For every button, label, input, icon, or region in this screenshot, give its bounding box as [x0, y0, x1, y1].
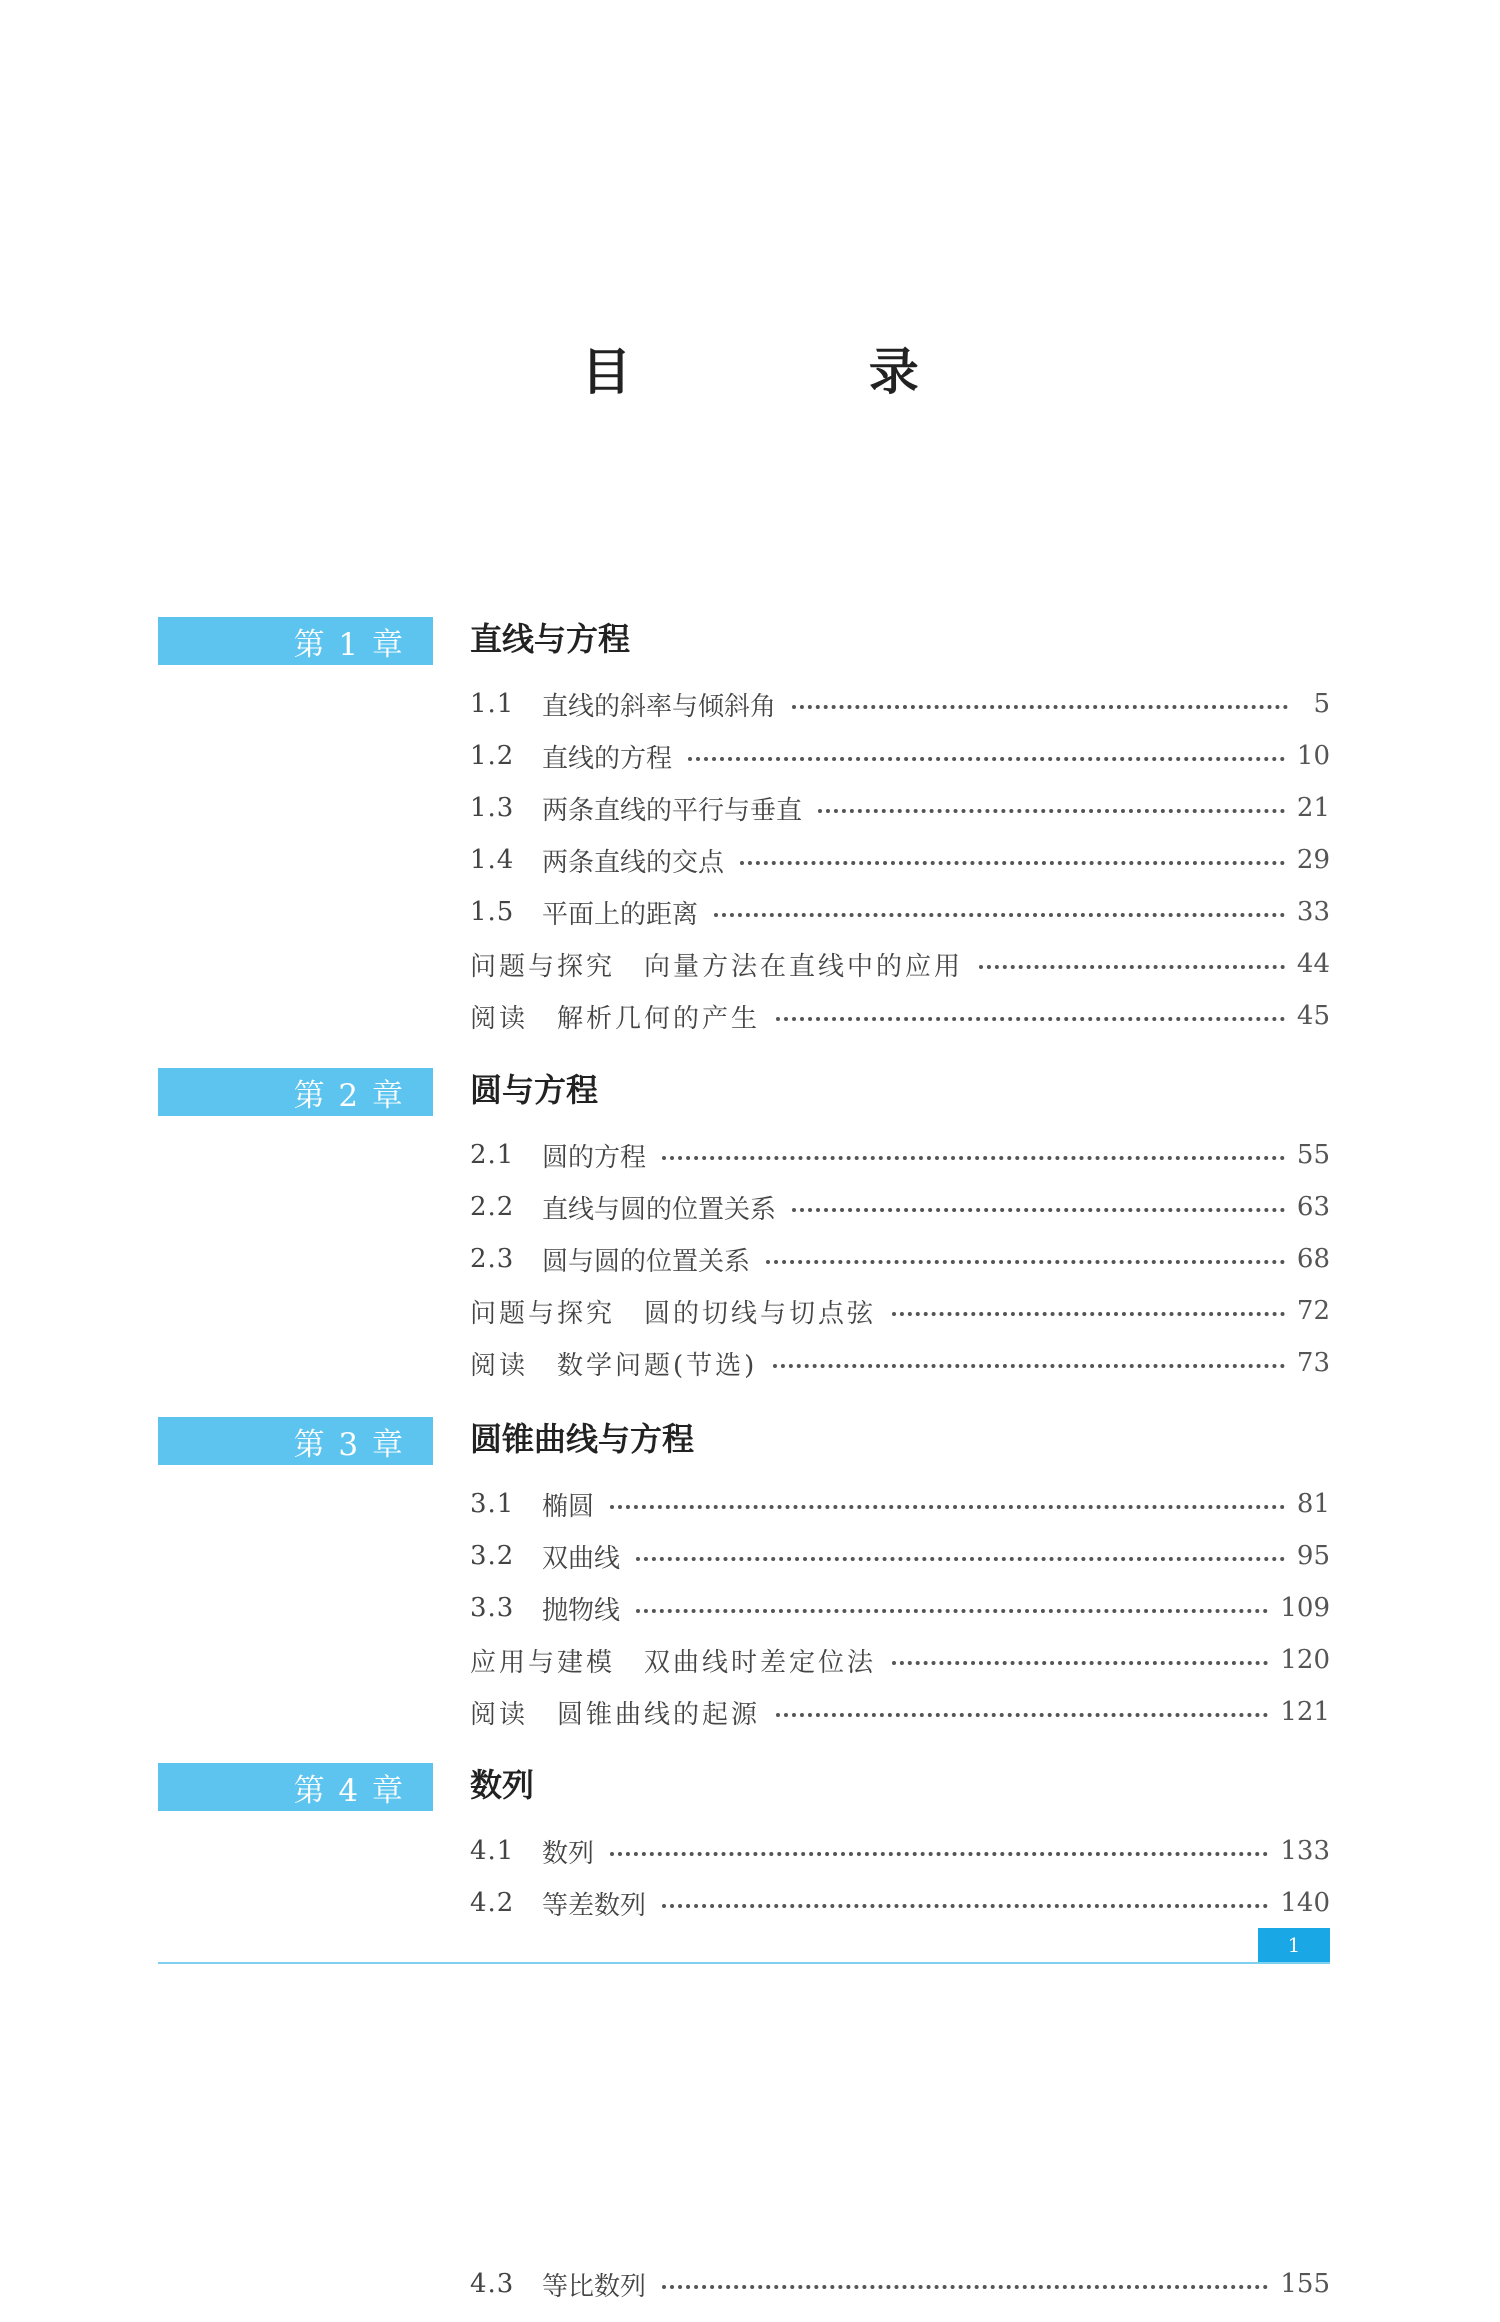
section-title: 问题与探究 圆的切线与切点弦 — [470, 1298, 877, 1329]
section-title: 双曲线 — [542, 1543, 621, 1574]
toc-entry[interactable] — [470, 736, 1330, 776]
section-title: 阅读 解析几何的产生 — [470, 1003, 761, 1034]
dot-leader — [662, 2285, 1268, 2289]
page-number: 72 — [1296, 1296, 1330, 1326]
toc-entry[interactable] — [470, 1291, 1330, 1331]
page-number: 44 — [1296, 949, 1330, 979]
toc-entry[interactable] — [470, 684, 1330, 724]
chapter-2-badge: 第 2 章 — [158, 1068, 433, 1116]
section-number: 1.1 — [470, 689, 515, 719]
section-title: 直线与圆的位置关系 — [542, 1194, 777, 1225]
section-title: 椭圆 — [542, 1491, 595, 1522]
section-number: 4.3 — [470, 2269, 515, 2299]
section-title: 两条直线的平行与垂直 — [542, 795, 803, 826]
dot-leader — [773, 1364, 1285, 1368]
section-number: 2.2 — [470, 1192, 515, 1222]
dot-leader — [892, 1661, 1268, 1665]
section-title: 阅读 数学问题(节选) — [470, 1350, 758, 1381]
page-number: 63 — [1296, 1192, 1330, 1222]
dot-leader — [740, 861, 1285, 865]
section-number: 1.5 — [470, 897, 515, 927]
section-number: 3.2 — [470, 1541, 515, 1571]
chapter-4-title[interactable]: 数列 — [470, 1766, 535, 1804]
page-title: 目 录 — [581, 343, 1029, 401]
chapter-4-badge: 第 4 章 — [158, 1763, 433, 1811]
page-number-badge: 1 — [1258, 1928, 1330, 1962]
section-number: 1.4 — [470, 845, 515, 875]
section-number: 1.2 — [470, 741, 515, 771]
page-number: 55 — [1296, 1140, 1330, 1170]
page-number: 81 — [1296, 1489, 1330, 1519]
toc-entry[interactable] — [470, 1640, 1330, 1680]
toc-entry[interactable] — [470, 1239, 1330, 1279]
dot-leader — [979, 965, 1285, 969]
dot-leader — [662, 1156, 1285, 1160]
dot-leader — [776, 1017, 1285, 1021]
toc-entry[interactable] — [470, 944, 1330, 984]
section-number: 4.1 — [470, 1836, 515, 1866]
page-number: 33 — [1296, 897, 1330, 927]
dot-leader — [688, 757, 1285, 761]
section-title: 数列 — [542, 1838, 595, 1869]
page-number: 109 — [1280, 1593, 1330, 1623]
chapter-2-title[interactable]: 圆与方程 — [470, 1071, 599, 1109]
section-title: 应用与建模 双曲线时差定位法 — [470, 1647, 877, 1678]
toc-entry[interactable] — [470, 1588, 1330, 1628]
dot-leader — [714, 913, 1285, 917]
page-number: 10 — [1296, 741, 1330, 771]
section-title: 直线的方程 — [542, 743, 673, 774]
page-number: 133 — [1280, 1836, 1330, 1866]
page-number: 121 — [1280, 1697, 1330, 1727]
toc-entry[interactable] — [470, 788, 1330, 828]
toc-entry[interactable] — [470, 1831, 1330, 1871]
chapter-3-badge: 第 3 章 — [158, 1417, 433, 1465]
section-number: 4.2 — [470, 1888, 515, 1918]
toc-entry[interactable] — [470, 1135, 1330, 1175]
section-number: 2.3 — [470, 1244, 515, 1274]
dot-leader — [818, 809, 1285, 813]
toc-entry[interactable] — [470, 1484, 1330, 1524]
section-number: 1.3 — [470, 793, 515, 823]
page-number: 155 — [1280, 2269, 1330, 2299]
dot-leader — [636, 1557, 1285, 1561]
section-title: 等比数列 — [542, 2271, 647, 2302]
page-number: 68 — [1296, 1244, 1330, 1274]
dot-leader — [792, 705, 1288, 709]
toc-entry[interactable] — [470, 1187, 1330, 1227]
toc-entry[interactable] — [470, 840, 1330, 880]
page-number: 45 — [1296, 1001, 1330, 1031]
page-number: 120 — [1280, 1645, 1330, 1675]
section-number: 2.1 — [470, 1140, 515, 1170]
dot-leader — [776, 1713, 1268, 1717]
toc-entry-next-page[interactable] — [470, 2264, 1330, 2304]
toc-entry[interactable] — [470, 1692, 1330, 1732]
section-title: 阅读 圆锥曲线的起源 — [470, 1699, 761, 1730]
section-title: 两条直线的交点 — [542, 847, 725, 878]
footer-rule — [158, 1962, 1330, 1964]
section-number: 3.3 — [470, 1593, 515, 1623]
section-title: 平面上的距离 — [542, 899, 699, 930]
section-title: 抛物线 — [542, 1595, 621, 1626]
dot-leader — [610, 1852, 1268, 1856]
dot-leader — [766, 1260, 1285, 1264]
section-title: 直线的斜率与倾斜角 — [542, 691, 777, 722]
section-title: 等差数列 — [542, 1890, 647, 1921]
page-number: 29 — [1296, 845, 1330, 875]
section-title: 问题与探究 向量方法在直线中的应用 — [470, 951, 964, 982]
section-title: 圆与圆的位置关系 — [542, 1246, 751, 1277]
toc-entry[interactable] — [470, 1536, 1330, 1576]
page-number: 140 — [1280, 1888, 1330, 1918]
page-number: 73 — [1296, 1348, 1330, 1378]
toc-entry[interactable] — [470, 996, 1330, 1036]
dot-leader — [892, 1312, 1285, 1316]
section-number: 3.1 — [470, 1489, 515, 1519]
chapter-1-title[interactable]: 直线与方程 — [470, 620, 631, 658]
toc-entry[interactable] — [470, 892, 1330, 932]
toc-entry[interactable] — [470, 1883, 1330, 1923]
section-title: 圆的方程 — [542, 1142, 647, 1173]
page-number: 21 — [1296, 793, 1330, 823]
dot-leader — [636, 1609, 1268, 1613]
dot-leader — [662, 1904, 1268, 1908]
page-number: 5 — [1313, 689, 1330, 719]
dot-leader — [792, 1208, 1285, 1212]
page-number: 95 — [1296, 1541, 1330, 1571]
chapter-1-badge: 第 1 章 — [158, 617, 433, 665]
chapter-3-title[interactable]: 圆锥曲线与方程 — [470, 1420, 695, 1458]
toc-entry[interactable] — [470, 1343, 1330, 1383]
dot-leader — [610, 1505, 1285, 1509]
